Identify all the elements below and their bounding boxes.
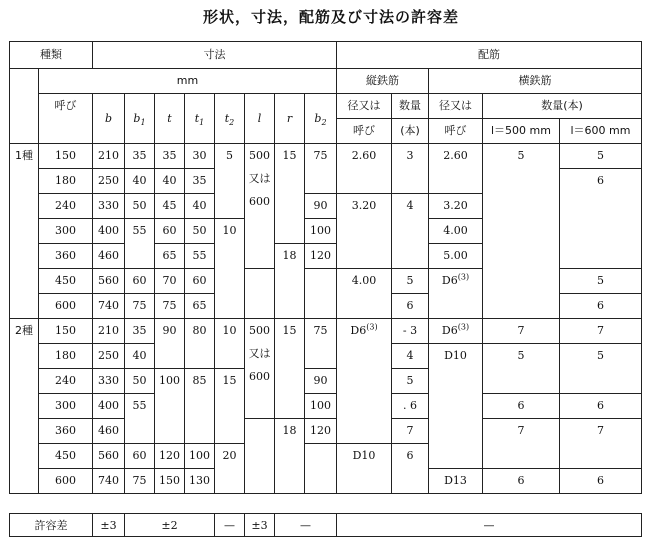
tolerance-b: ±3 [93,514,125,537]
g1-t1: 50 [185,219,215,244]
rebar-header: 配筋 [337,42,642,69]
g1-b2: 120 [305,244,337,269]
g1-b2-blank [305,269,337,319]
g2-b1: 55 [125,394,155,444]
g2-t: 90 [155,319,185,369]
tolerance-rebar: — [337,514,642,537]
g1-hdia: D6$^{(3)}$ [429,269,483,319]
g2-vdia: D10 [337,444,392,494]
g2-l: 500 又は 600 [245,319,275,419]
g2-t2: 20 [215,444,245,494]
g1-b1: 50 [125,194,155,219]
g1-l-blank [245,269,275,319]
g1-t1: 55 [185,244,215,269]
g1-b1: 75 [125,294,155,319]
t1-header: $t_1$ [185,94,215,144]
g1-t: 75 [155,294,185,319]
tolerance-label: 許容差 [10,514,93,537]
g1-b: 740 [93,294,125,319]
g2-vqty: 7 [392,419,429,444]
g2-b2: 100 [305,394,337,419]
g1-l: 500 又は 600 [245,144,275,269]
b-header: b [93,94,125,144]
g1-b1: 40 [125,169,155,194]
g2-b1: 40 [125,344,155,369]
tolerance-b1-t: ±2 [125,514,215,537]
g2-hdia: D10 [429,344,483,469]
g1-t1: 65 [185,294,215,319]
g2-b2-blank [305,444,337,494]
g1-h500: 5 [483,144,560,319]
g1-b: 560 [93,269,125,294]
g2-hdia: D13 [429,469,483,494]
g1-h600: 6 [560,169,642,269]
g1-vdia: 4.00 [337,269,392,319]
g2-h500: 7 [483,419,560,469]
g2-t1: 85 [185,369,215,444]
g2-nominal: 360 [39,419,93,444]
g1-t1: 30 [185,144,215,169]
g2-b1: 60 [125,444,155,469]
l600-header: l＝600 mm [560,119,642,144]
g1-r: 18 [275,244,305,319]
g2-h500: 5 [483,344,560,394]
t2-header: $t_2$ [215,94,245,144]
g1-t2: 10 [215,219,245,319]
g1-h600: 5 [560,269,642,294]
g2-b2: 75 [305,319,337,369]
g1-b: 210 [93,144,125,169]
g1-vdia: 3.20 [337,194,392,269]
g2-h600: 7 [560,319,642,344]
g1-b: 330 [93,194,125,219]
g2-nominal: 180 [39,344,93,369]
l500-header: l＝500 mm [483,119,560,144]
g2-b2: 120 [305,419,337,444]
vertical-dia-header-2: 呼び [337,119,392,144]
g2-vqty: 4 [392,344,429,369]
r-header: r [275,94,305,144]
g2-h600: 6 [560,394,642,419]
g2-vdia: D6$^{(3)}$ [337,319,392,444]
t-header: t [155,94,185,144]
vertical-qty-header-1: 数量 [392,94,429,119]
grade1-label: 1種 [10,144,39,319]
tolerance-l: ±3 [245,514,275,537]
g2-b: 460 [93,419,125,444]
g1-t1: 40 [185,194,215,219]
g2-b: 740 [93,469,125,494]
spec-table [9,41,642,494]
g2-nominal: 450 [39,444,93,469]
g2-b: 400 [93,394,125,419]
g1-nominal: 450 [39,269,93,294]
g1-vqty: 4 [392,194,429,269]
g2-vqty: 5 [392,369,429,394]
g1-vqty: 6 [392,294,429,319]
g2-r: 18 [275,419,305,494]
g1-hdia: 5.00 [429,244,483,269]
g1-hdia: 3.20 [429,194,483,219]
g1-t: 65 [155,244,185,269]
g1-r: 15 [275,144,305,244]
g2-b2: 90 [305,369,337,394]
g2-nominal: 150 [39,319,93,344]
g2-t: 100 [155,369,185,444]
g2-r: 15 [275,319,305,419]
horizontal-dia-header-2: 呼び [429,119,483,144]
g2-vqty: . 6 [392,394,429,419]
g1-b2: 90 [305,194,337,219]
g1-t: 40 [155,169,185,194]
g1-b1: 60 [125,269,155,294]
g2-b: 560 [93,444,125,469]
g1-vqty: 3 [392,144,429,194]
g1-nominal: 180 [39,169,93,194]
g2-nominal: 300 [39,394,93,419]
g1-nominal: 300 [39,219,93,244]
table-title: 形状，寸法，配筋及び寸法の許容差 [202,8,459,26]
g1-b1: 35 [125,144,155,169]
g2-t: 150 [155,469,185,494]
g1-t: 70 [155,269,185,294]
g1-b2: 75 [305,144,337,194]
vertical-rebar-header: 縦鉄筋 [337,69,429,94]
g2-b: 210 [93,319,125,344]
l-header: l [245,94,275,144]
vertical-qty-header-2: (本) [392,119,429,144]
g1-vqty: 5 [392,269,429,294]
b2-header: $b_2$ [305,94,337,144]
tolerance-t2: — [215,514,245,537]
g2-b: 250 [93,344,125,369]
g1-nominal: 600 [39,294,93,319]
g2-nominal: 240 [39,369,93,394]
g2-vqty: - 3 [392,319,429,344]
b1-header: $b_1$ [125,94,155,144]
g2-t1: 100 [185,444,215,469]
g2-h600: 5 [560,344,642,394]
g1-b: 460 [93,244,125,269]
tolerance-r-b2: — [275,514,337,537]
g2-vqty: 6 [392,444,429,494]
g2-hdia: D6$^{(3)}$ [429,319,483,344]
dimension-header: 寸法 [93,42,337,69]
g1-t2: 5 [215,144,245,219]
horizontal-dia-header-1: 径又は [429,94,483,119]
tolerance-table [9,513,642,537]
g1-b: 250 [93,169,125,194]
g1-h600: 5 [560,144,642,169]
g2-t1: 80 [185,319,215,369]
g1-t: 60 [155,219,185,244]
g1-hdia: 2.60 [429,144,483,194]
g2-t2: 15 [215,369,245,444]
kind-header: 種類 [10,42,93,69]
g1-b2: 100 [305,219,337,244]
g1-nominal: 150 [39,144,93,169]
vertical-dia-header-1: 径又は [337,94,392,119]
grade2-label: 2種 [10,319,39,494]
g2-l-blank [245,419,275,494]
g2-b1: 50 [125,369,155,394]
horizontal-rebar-header: 横鉄筋 [429,69,642,94]
g2-t: 120 [155,444,185,469]
g2-h600: 6 [560,469,642,494]
g1-b: 400 [93,219,125,244]
g2-b1: 35 [125,319,155,344]
g1-t: 35 [155,144,185,169]
g2-b: 330 [93,369,125,394]
g1-t1: 60 [185,269,215,294]
g1-t1: 35 [185,169,215,194]
g1-nominal: 360 [39,244,93,269]
g2-h500: 7 [483,319,560,344]
unit-mm: mm [39,69,337,94]
g2-b1: 75 [125,469,155,494]
g2-h600: 7 [560,419,642,469]
g1-nominal: 240 [39,194,93,219]
g1-vdia: 2.60 [337,144,392,194]
g2-t1: 130 [185,469,215,494]
g2-h500: 6 [483,469,560,494]
nominal-header: 呼び [39,94,93,144]
g1-h600: 6 [560,294,642,319]
g1-t: 45 [155,194,185,219]
g1-hdia: 4.00 [429,219,483,244]
horizontal-qty-header: 数量(本) [483,94,642,119]
g1-b1: 55 [125,219,155,269]
g2-nominal: 600 [39,469,93,494]
g2-h500: 6 [483,394,560,419]
g2-t2: 10 [215,319,245,369]
